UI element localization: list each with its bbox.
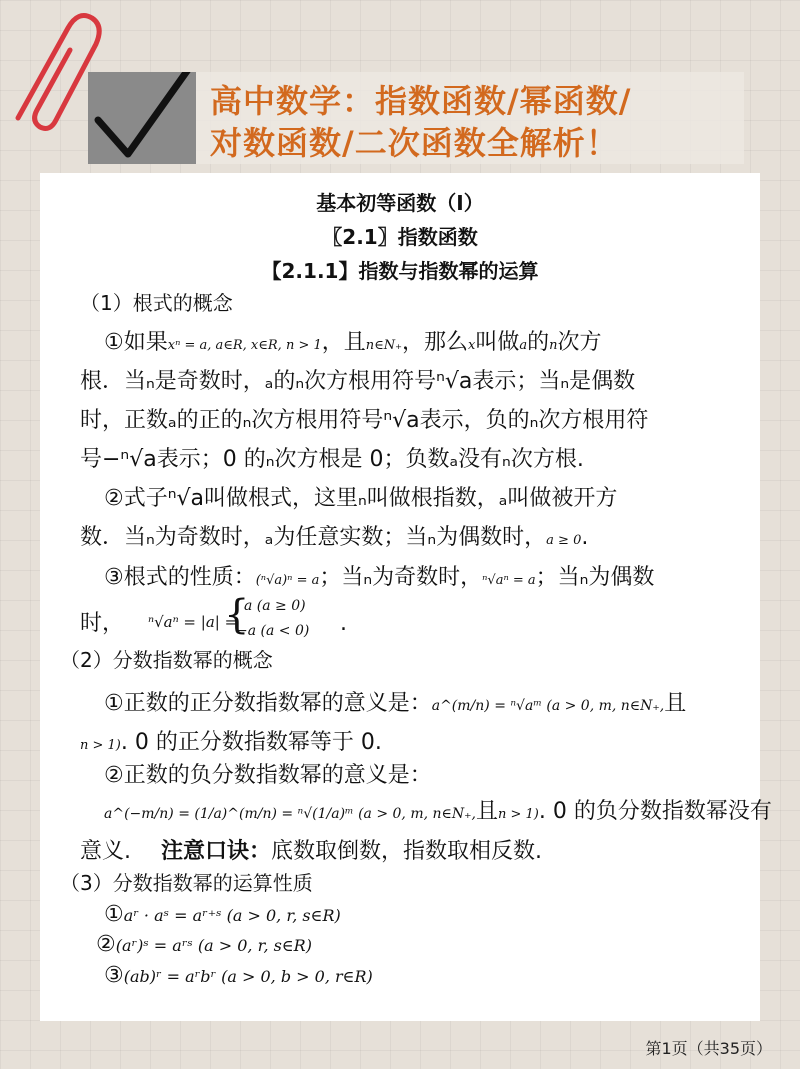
s1-p3-line1: [104, 567, 654, 589]
text: 次方: [557, 330, 602, 355]
piecewise-case-1: a (a ≥ 0): [244, 598, 306, 614]
text: ；当ₙ为奇数时，: [319, 565, 483, 590]
heading-subsection: 【2.1.1】指数与指数幂的运算: [261, 259, 539, 283]
math-var: x: [468, 338, 476, 353]
page-number: 第1页（共35页）: [645, 1039, 772, 1058]
text: . 0 的正分数指数幂等于 0.: [120, 730, 382, 755]
section-3-title: （3）分数指数幂的运算性质: [60, 871, 313, 895]
text: ③: [104, 963, 124, 988]
s1-p1-line3: 时，正数ₐ的正的ₙ次方根用符号ⁿ√a表示，负的ₙ次方根用符: [80, 408, 649, 433]
checkmark-icon: [88, 72, 196, 164]
text: ，且: [321, 330, 366, 355]
s1-p1-line4: 号−ⁿ√a表示；0 的ₙ次方根是 0；负数ₐ没有ₙ次方根.: [80, 447, 584, 472]
s1-p2-line1: ②式子ⁿ√a叫做根式，这里ₙ叫做根指数，ₐ叫做被开方: [104, 486, 618, 511]
math-formula: n > 1): [80, 738, 121, 753]
text: ②: [96, 932, 116, 957]
page-title-line1: 高中数学：指数函数/幂函数/: [210, 82, 632, 120]
piecewise-case-2: −a (a < 0): [236, 623, 310, 639]
s1-p3-line2-end: .: [340, 611, 347, 636]
heading-section: 〖2.1〗指数函数: [322, 225, 478, 249]
text: 叫做: [475, 330, 520, 355]
text: ；当ₙ为偶数: [535, 565, 655, 590]
s3-rule-2: [96, 934, 312, 956]
text: 且: [475, 799, 498, 824]
content-card: [40, 173, 772, 1021]
math-formula: a^(−m/n) = (1/a)^(m/n) = ⁿ√(1/a)ᵐ (a > 0, m, n∈N₊,: [104, 806, 476, 822]
math-formula: (ⁿ√a)ⁿ = a: [255, 573, 320, 588]
s2-p1-line2: [80, 732, 382, 754]
section-2-title: （2）分数指数幂的概念: [60, 648, 273, 672]
checkmark-box: [88, 72, 196, 164]
math-var: n: [549, 338, 558, 353]
math-formula: ⁿ√aⁿ = a: [482, 573, 536, 588]
math-formula: a ≥ 0: [546, 533, 582, 548]
math-formula: n∈N₊: [365, 338, 402, 353]
s2-p2-line3: [80, 841, 542, 863]
math-formula: xⁿ = a, a∈R, x∈R, n > 1: [167, 338, 322, 353]
s1-p3-line2-lead: 时，: [80, 611, 125, 636]
text: ③根式的性质：: [104, 565, 256, 590]
s1-p1-line2: 根．当ₙ是奇数时，ₐ的ₙ次方根用符号ⁿ√a表示；当ₙ是偶数: [80, 369, 636, 394]
text: 数．当ₙ为奇数时，ₐ为任意实数；当ₙ为偶数时，: [80, 525, 547, 550]
text: 底数取倒数，指数取相反数.: [271, 839, 543, 864]
section-1-title: （1）根式的概念: [80, 291, 233, 315]
s1-p2-line2: [80, 527, 588, 549]
text: ①正数的正分数指数幂的意义是：: [104, 691, 432, 716]
s3-rule-3: [104, 965, 373, 987]
text: 意义.: [80, 839, 131, 864]
s1-p3-math: ⁿ√aⁿ = |a| =: [148, 613, 238, 631]
text: . 0 的负分数指数幂没有: [538, 799, 772, 824]
text: ①: [104, 902, 124, 927]
text: 且: [664, 691, 687, 716]
page-title-line2: 对数函数/二次函数全解析！: [210, 124, 619, 162]
s1-p1-line1: [104, 332, 602, 354]
s2-p2-line2: [104, 801, 772, 823]
mnemonic-label: 注意口诀：: [161, 839, 272, 864]
text: 的: [527, 330, 550, 355]
text: ①如果: [104, 330, 168, 355]
math-formula: (ab)ʳ = aʳbʳ (a > 0, b > 0, r∈R): [123, 967, 373, 986]
heading-chapter: 基本初等函数（Ⅰ）: [316, 191, 484, 215]
math-formula: (aʳ)ˢ = aʳˢ (a > 0, r, s∈R): [115, 936, 312, 955]
math-formula: n > 1): [498, 807, 539, 822]
s2-p2-line1: ②正数的负分数指数幂的意义是：: [104, 763, 432, 788]
math-var: a: [519, 338, 528, 353]
s2-p1-line1: [104, 693, 686, 715]
math-formula: aʳ · aˢ = aʳ⁺ˢ (a > 0, r, s∈R): [123, 906, 341, 925]
s3-rule-1: [104, 904, 341, 926]
text: ，那么: [402, 330, 469, 355]
brace-icon: {: [224, 592, 250, 638]
text: .: [581, 525, 589, 550]
math-formula: a^(m/n) = ⁿ√aᵐ (a > 0, m, n∈N₊,: [431, 698, 665, 714]
